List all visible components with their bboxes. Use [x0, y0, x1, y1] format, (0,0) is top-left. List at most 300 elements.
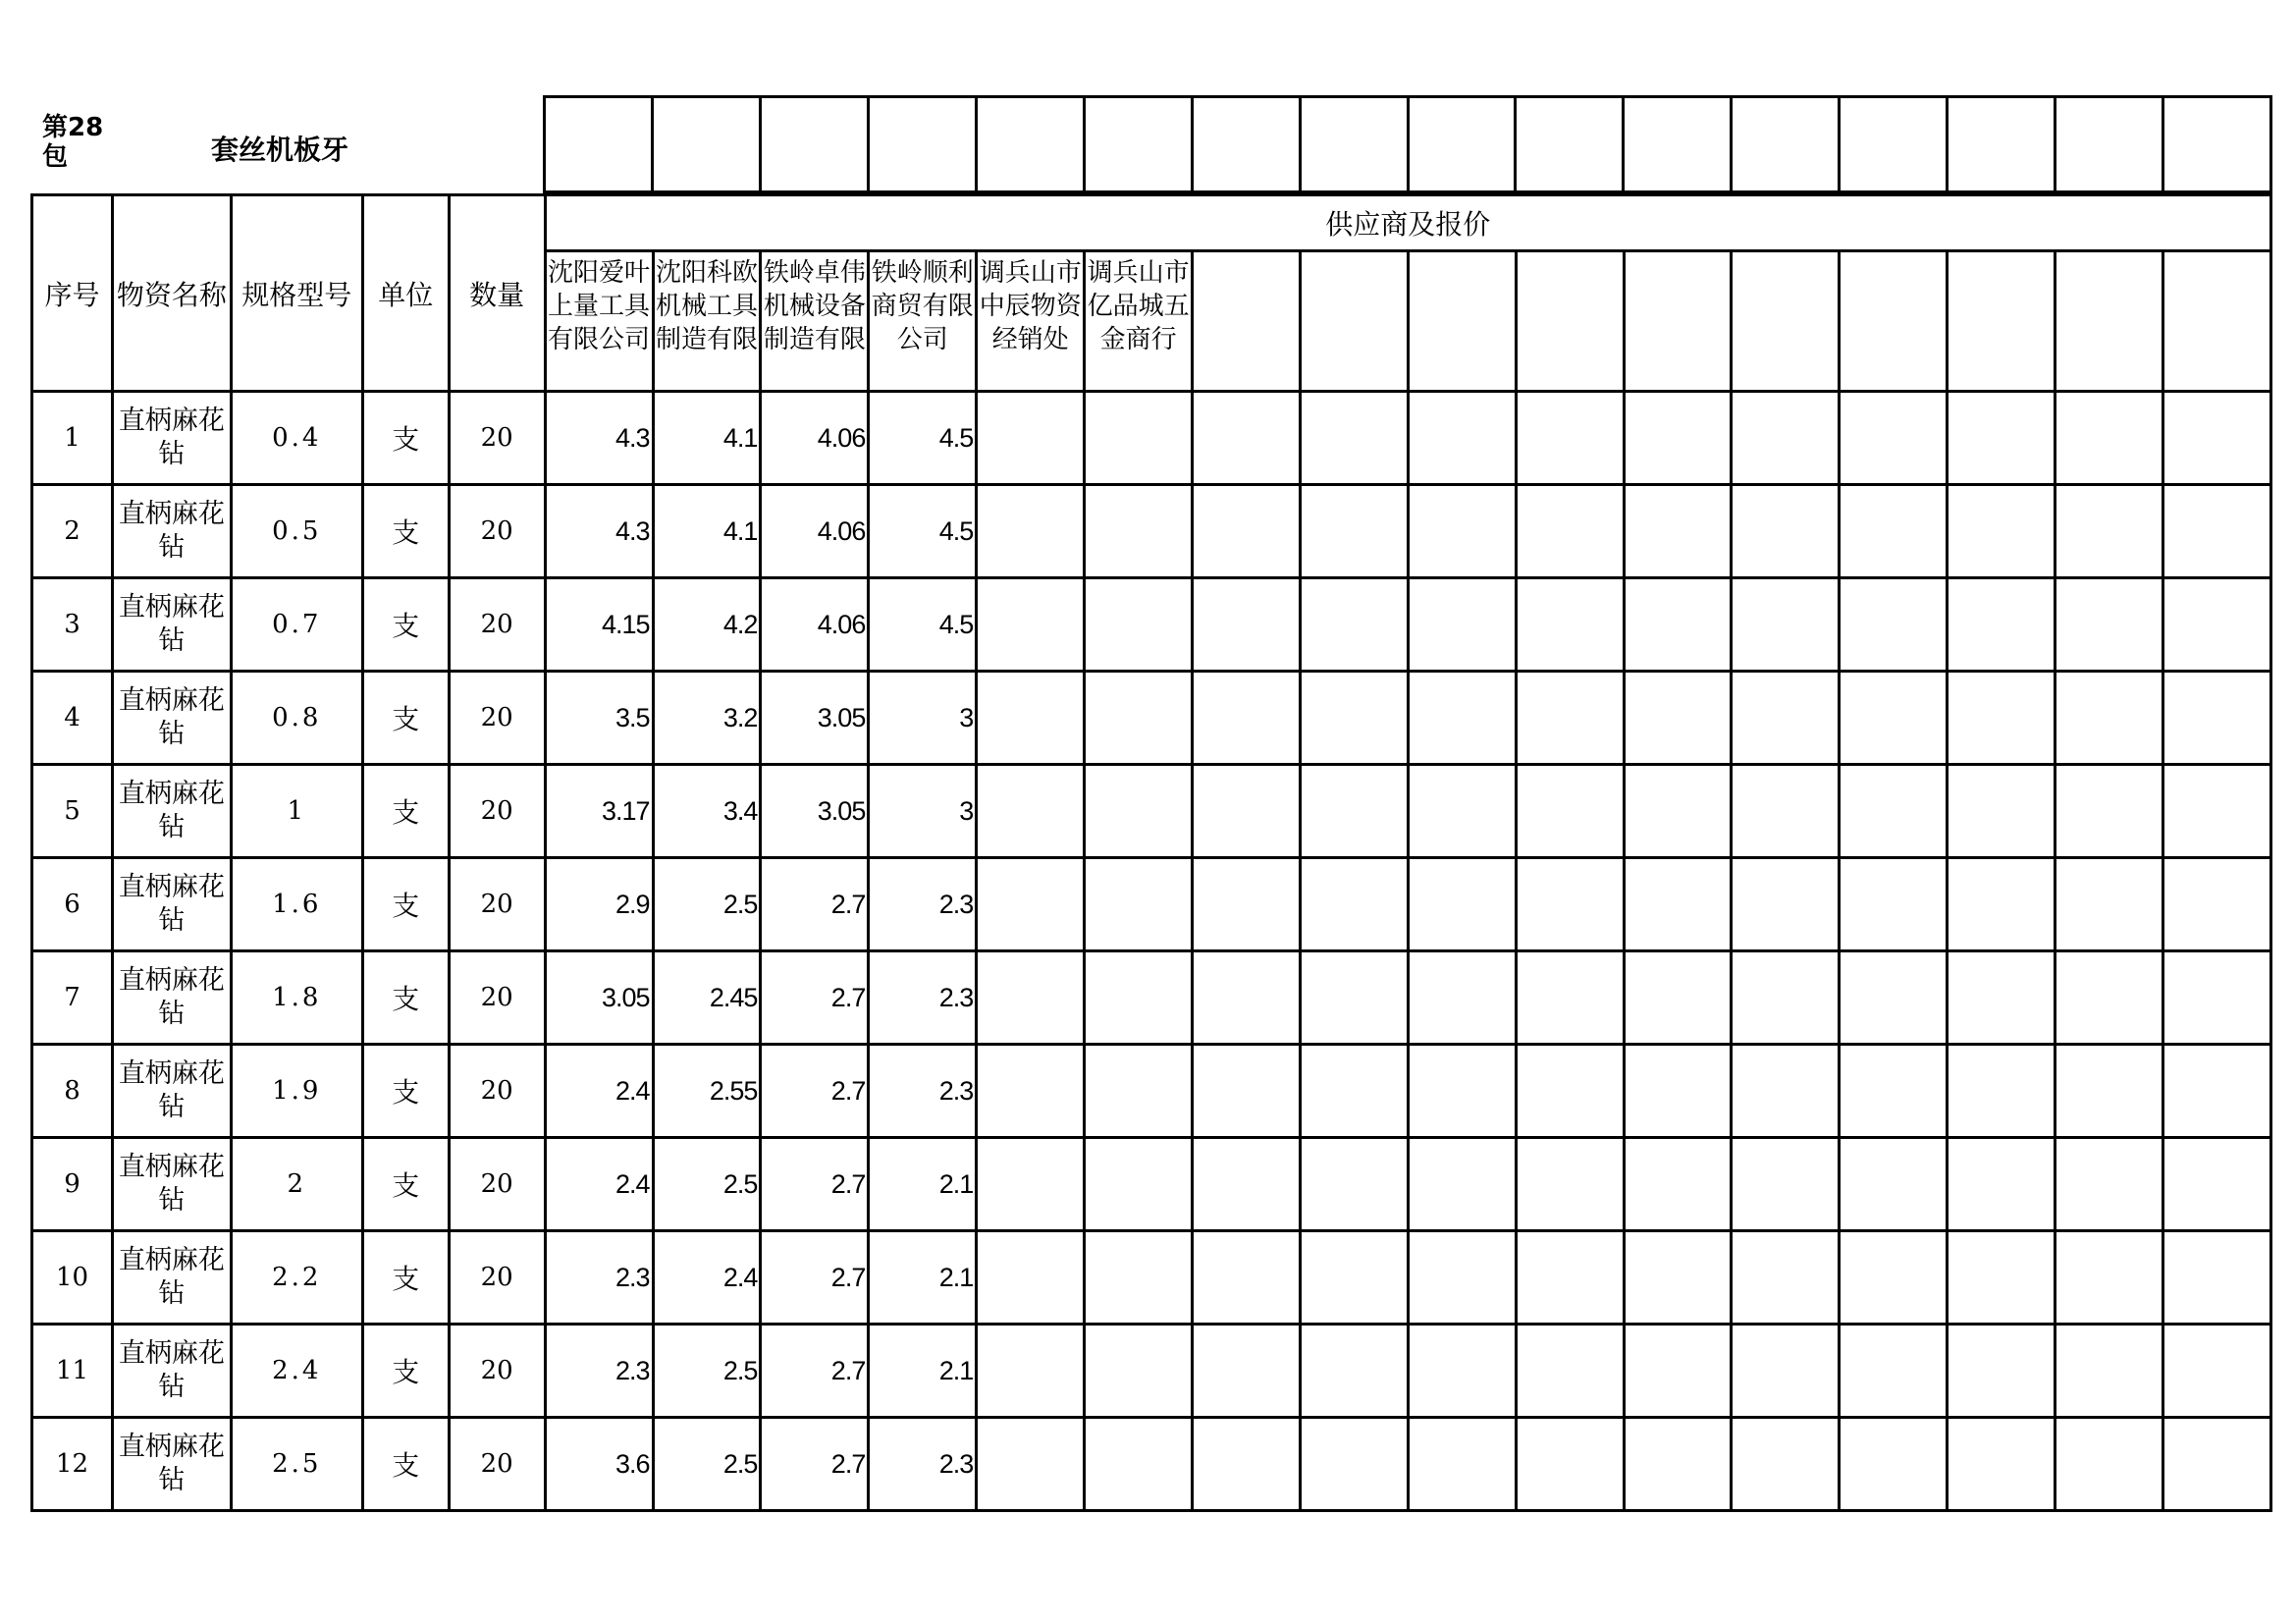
empty-price-cell [1516, 858, 1624, 951]
supplier-name-text [1302, 256, 1407, 390]
blank-header-cell [760, 97, 868, 192]
price-cell: 2.9 [545, 858, 653, 951]
empty-price-cell [1085, 951, 1193, 1045]
price-cell: 2.7 [761, 951, 869, 1045]
empty-price-cell [1948, 1325, 2056, 1418]
empty-price-cell [1948, 578, 2056, 672]
spec-value: 1.6 [231, 858, 362, 951]
supplier-name-header [1624, 251, 1732, 392]
empty-price-cell [1624, 1325, 1732, 1418]
empty-price-cell [1516, 1231, 1624, 1325]
price-cell: 2.7 [761, 1138, 869, 1231]
empty-price-cell [977, 485, 1085, 578]
empty-price-cell [1193, 672, 1301, 765]
price-cell: 3.4 [653, 765, 761, 858]
price-cell: 2.3 [545, 1231, 653, 1325]
price-cell: 3 [869, 765, 977, 858]
empty-price-cell [1193, 578, 1301, 672]
empty-price-cell [1408, 1138, 1516, 1231]
row-index: 10 [32, 1231, 113, 1325]
empty-price-cell [1300, 1138, 1408, 1231]
unit-value: 支 [362, 951, 449, 1045]
empty-price-cell [1085, 578, 1193, 672]
empty-price-cell [1085, 858, 1193, 951]
empty-price-cell [1516, 1325, 1624, 1418]
table-row [32, 485, 2271, 578]
empty-price-cell [1300, 672, 1408, 765]
empty-price-cell [1085, 1045, 1193, 1138]
row-index: 3 [32, 578, 113, 672]
material-name: 直柄麻花钻 [112, 485, 231, 578]
supplier-name-header [761, 251, 869, 392]
material-name: 直柄麻花钻 [112, 392, 231, 485]
header-unit: 单位 [362, 195, 449, 392]
empty-price-cell [1840, 765, 1948, 858]
price-cell: 2.4 [545, 1045, 653, 1138]
blank-header-cell [1948, 97, 2056, 192]
empty-price-cell [1300, 765, 1408, 858]
supplier-name-text [1949, 256, 2054, 390]
empty-price-cell [1193, 951, 1301, 1045]
empty-price-cell [1516, 392, 1624, 485]
empty-price-cell [1948, 1138, 2056, 1231]
empty-price-cell [2056, 858, 2163, 951]
quantity-value: 20 [449, 1045, 545, 1138]
empty-price-cell [1624, 1231, 1732, 1325]
price-cell: 2.7 [761, 1325, 869, 1418]
price-cell: 3.5 [545, 672, 653, 765]
supplier-name-header [545, 251, 653, 392]
supplier-name-text [1194, 256, 1299, 390]
price-cell: 4.1 [653, 485, 761, 578]
empty-price-cell [2163, 392, 2270, 485]
price-cell: 4.3 [545, 392, 653, 485]
price-cell: 2.5 [653, 1418, 761, 1511]
price-cell: 2.1 [869, 1231, 977, 1325]
row-index: 5 [32, 765, 113, 858]
row-index: 6 [32, 858, 113, 951]
supplier-name-header [1516, 251, 1624, 392]
price-cell: 3.6 [545, 1418, 653, 1511]
supplier-name-text [1626, 256, 1731, 390]
supplier-name-header [869, 251, 977, 392]
header-spec: 规格型号 [231, 195, 362, 392]
empty-price-cell [1732, 1418, 1840, 1511]
row-index: 9 [32, 1138, 113, 1231]
empty-price-cell [977, 1418, 1085, 1511]
empty-price-cell [1300, 1325, 1408, 1418]
supplier-name-text: 调兵山市亿品城五金商行 [1087, 258, 1190, 354]
material-name: 直柄麻花钻 [112, 578, 231, 672]
empty-price-cell [1732, 1231, 1840, 1325]
empty-price-cell [1624, 392, 1732, 485]
blank-header-cell [1624, 97, 1732, 192]
price-cell: 3 [869, 672, 977, 765]
empty-price-cell [1408, 672, 1516, 765]
empty-price-cell [977, 951, 1085, 1045]
empty-price-cell [1300, 951, 1408, 1045]
price-cell: 4.2 [653, 578, 761, 672]
empty-price-cell [1840, 1325, 1948, 1418]
row-index: 1 [32, 392, 113, 485]
empty-price-cell [1948, 765, 2056, 858]
spec-value: 0.5 [231, 485, 362, 578]
supplier-name-header [1732, 251, 1840, 392]
header-index: 序号 [32, 195, 113, 392]
supplier-name-text [2056, 256, 2162, 390]
empty-price-cell [1408, 951, 1516, 1045]
price-cell: 2.3 [869, 1045, 977, 1138]
material-name: 直柄麻花钻 [112, 1138, 231, 1231]
header-material: 物资名称 [112, 195, 231, 392]
supplier-name-header [1948, 251, 2056, 392]
empty-price-cell [1948, 858, 2056, 951]
empty-price-cell [2163, 858, 2270, 951]
price-cell: 3.17 [545, 765, 653, 858]
price-cell: 2.7 [761, 858, 869, 951]
supplier-name-text [2164, 256, 2269, 390]
blank-header-cell [1300, 97, 1408, 192]
empty-price-cell [2163, 1418, 2270, 1511]
empty-price-cell [977, 765, 1085, 858]
empty-price-cell [1732, 951, 1840, 1045]
price-cell: 4.5 [869, 392, 977, 485]
material-name: 直柄麻花钻 [112, 858, 231, 951]
empty-price-cell [2163, 765, 2270, 858]
table-row [32, 765, 2271, 858]
price-cell: 4.5 [869, 485, 977, 578]
blank-header-cell [1408, 97, 1516, 192]
table-row [32, 578, 2271, 672]
quantity-value: 20 [449, 765, 545, 858]
price-cell: 2.3 [869, 1418, 977, 1511]
empty-price-cell [1732, 1138, 1840, 1231]
supplier-name-text: 沈阳科欧机械工具制造有限 [655, 258, 758, 354]
empty-price-cell [1408, 1325, 1516, 1418]
empty-price-cell [2163, 951, 2270, 1045]
unit-value: 支 [362, 672, 449, 765]
blank-header-cell [652, 97, 760, 192]
row-index: 8 [32, 1045, 113, 1138]
spec-value: 2.5 [231, 1418, 362, 1511]
price-cell: 2.1 [869, 1138, 977, 1231]
empty-price-cell [1408, 485, 1516, 578]
header-quantity: 数量 [449, 195, 545, 392]
empty-price-cell [1300, 1231, 1408, 1325]
empty-price-cell [1193, 1231, 1301, 1325]
unit-value: 支 [362, 578, 449, 672]
empty-price-cell [1732, 858, 1840, 951]
unit-value: 支 [362, 765, 449, 858]
price-cell: 2.5 [653, 1325, 761, 1418]
spec-value: 1.9 [231, 1045, 362, 1138]
quantity-value: 20 [449, 1325, 545, 1418]
supplier-name-header [1193, 251, 1301, 392]
supplier-name-text: 沈阳爱叶上量工具有限公司 [548, 258, 651, 354]
empty-price-cell [1732, 672, 1840, 765]
blank-header-cell [545, 97, 653, 192]
price-cell: 4.1 [653, 392, 761, 485]
title-row [30, 95, 2272, 193]
quantity-value: 20 [449, 1138, 545, 1231]
empty-price-cell [1624, 578, 1732, 672]
empty-price-cell [977, 578, 1085, 672]
empty-price-cell [1732, 1045, 1840, 1138]
price-cell: 4.06 [761, 392, 869, 485]
empty-price-cell [1516, 672, 1624, 765]
empty-price-cell [1408, 578, 1516, 672]
price-cell: 2.7 [761, 1045, 869, 1138]
empty-price-cell [977, 1231, 1085, 1325]
quantity-value: 20 [449, 951, 545, 1045]
unit-value: 支 [362, 485, 449, 578]
table-row [32, 1045, 2271, 1138]
empty-price-cell [1516, 485, 1624, 578]
unit-value: 支 [362, 1045, 449, 1138]
empty-price-cell [1948, 672, 2056, 765]
price-cell: 2.3 [869, 951, 977, 1045]
empty-price-cell [1300, 858, 1408, 951]
price-cell: 3.05 [545, 951, 653, 1045]
empty-price-cell [1732, 578, 1840, 672]
empty-price-cell [1408, 765, 1516, 858]
price-cell: 4.3 [545, 485, 653, 578]
material-name: 直柄麻花钻 [112, 1045, 231, 1138]
empty-price-cell [1193, 1325, 1301, 1418]
price-cell: 2.4 [653, 1231, 761, 1325]
empty-price-cell [1840, 392, 1948, 485]
price-cell: 3.05 [761, 765, 869, 858]
empty-price-cell [1516, 951, 1624, 1045]
empty-price-cell [1624, 1138, 1732, 1231]
blank-header-cell [2163, 97, 2271, 192]
supplier-name-text [1841, 256, 1946, 390]
price-cell: 2.55 [653, 1045, 761, 1138]
empty-price-cell [1193, 858, 1301, 951]
empty-price-cell [1840, 672, 1948, 765]
empty-price-cell [1948, 485, 2056, 578]
quantity-value: 20 [449, 1418, 545, 1511]
material-name: 直柄麻花钻 [112, 1231, 231, 1325]
empty-price-cell [1300, 578, 1408, 672]
empty-price-cell [1085, 1418, 1193, 1511]
price-cell: 2.7 [761, 1231, 869, 1325]
price-cell: 4.06 [761, 578, 869, 672]
empty-price-cell [1948, 392, 2056, 485]
empty-price-cell [1840, 1045, 1948, 1138]
supplier-name-header [1408, 251, 1516, 392]
supplier-name-header [653, 251, 761, 392]
empty-price-cell [2163, 1045, 2270, 1138]
empty-price-cell [1624, 672, 1732, 765]
price-cell: 2.4 [545, 1138, 653, 1231]
empty-price-cell [1085, 1325, 1193, 1418]
supplier-name-text [1410, 256, 1515, 390]
blank-header-cell [2056, 97, 2163, 192]
empty-price-cell [1516, 1418, 1624, 1511]
unit-value: 支 [362, 1418, 449, 1511]
spec-value: 0.4 [231, 392, 362, 485]
row-index: 2 [32, 485, 113, 578]
empty-price-cell [2056, 1045, 2163, 1138]
unit-value: 支 [362, 1138, 449, 1231]
blank-header-cell [1840, 97, 1948, 192]
quotation-table [30, 193, 2272, 1512]
price-cell: 2.3 [869, 858, 977, 951]
blank-header-cell [1516, 97, 1624, 192]
empty-price-cell [2163, 1325, 2270, 1418]
row-index: 7 [32, 951, 113, 1045]
empty-price-cell [977, 392, 1085, 485]
empty-price-cell [1085, 1231, 1193, 1325]
table-row [32, 858, 2271, 951]
empty-price-cell [1085, 392, 1193, 485]
quantity-value: 20 [449, 858, 545, 951]
blank-supplier-header-row [543, 95, 2272, 193]
empty-price-cell [1840, 485, 1948, 578]
empty-price-cell [1624, 951, 1732, 1045]
empty-price-cell [2056, 485, 2163, 578]
spec-value: 0.8 [231, 672, 362, 765]
price-cell: 4.5 [869, 578, 977, 672]
empty-price-cell [1408, 1231, 1516, 1325]
supplier-name-text [1733, 256, 1838, 390]
supplier-name-text: 铁岭顺利商贸有限公司 [871, 258, 974, 354]
empty-price-cell [2056, 392, 2163, 485]
empty-price-cell [2163, 1231, 2270, 1325]
empty-price-cell [2056, 765, 2163, 858]
empty-price-cell [977, 672, 1085, 765]
empty-price-cell [1624, 765, 1732, 858]
quantity-value: 20 [449, 578, 545, 672]
spreadsheet-page [30, 95, 2272, 1495]
empty-price-cell [1085, 485, 1193, 578]
quantity-value: 20 [449, 672, 545, 765]
price-cell: 2.3 [545, 1325, 653, 1418]
unit-value: 支 [362, 392, 449, 485]
empty-price-cell [1193, 1138, 1301, 1231]
empty-price-cell [977, 1325, 1085, 1418]
table-row [32, 392, 2271, 485]
spec-value: 1 [231, 765, 362, 858]
empty-price-cell [2056, 578, 2163, 672]
price-cell: 3.05 [761, 672, 869, 765]
empty-price-cell [1516, 578, 1624, 672]
table-row [32, 1325, 2271, 1418]
supplier-name-header [977, 251, 1085, 392]
empty-price-cell [1840, 1418, 1948, 1511]
price-cell: 2.5 [653, 858, 761, 951]
price-cell: 3.2 [653, 672, 761, 765]
empty-price-cell [1516, 765, 1624, 858]
spec-value: 0.7 [231, 578, 362, 672]
spec-value: 2 [231, 1138, 362, 1231]
package-number: 第28包 [42, 113, 104, 172]
row-index: 11 [32, 1325, 113, 1418]
row-index: 12 [32, 1418, 113, 1511]
blank-header-cell [976, 97, 1084, 192]
empty-price-cell [1840, 858, 1948, 951]
price-cell: 4.15 [545, 578, 653, 672]
table-row [32, 1138, 2271, 1231]
empty-price-cell [1948, 1231, 2056, 1325]
empty-price-cell [1300, 1045, 1408, 1138]
spec-value: 2.2 [231, 1231, 362, 1325]
row-index: 4 [32, 672, 113, 765]
header-suppliers-group: 供应商及报价 [545, 195, 2270, 251]
supplier-name-text: 铁岭卓伟机械设备制造有限 [763, 258, 866, 354]
table-row [32, 1418, 2271, 1511]
blank-header-cell [868, 97, 976, 192]
blank-header-cell [1732, 97, 1840, 192]
empty-price-cell [1516, 1045, 1624, 1138]
empty-price-cell [1624, 1418, 1732, 1511]
empty-price-cell [1300, 1418, 1408, 1511]
empty-price-cell [1193, 1045, 1301, 1138]
spec-value: 2.4 [231, 1325, 362, 1418]
empty-price-cell [2056, 1231, 2163, 1325]
unit-value: 支 [362, 1231, 449, 1325]
empty-price-cell [1085, 1138, 1193, 1231]
blank-header-cell [1192, 97, 1300, 192]
empty-price-cell [1948, 1045, 2056, 1138]
empty-price-cell [1840, 1138, 1948, 1231]
empty-price-cell [1840, 951, 1948, 1045]
empty-price-cell [1408, 858, 1516, 951]
empty-price-cell [1193, 485, 1301, 578]
price-cell: 2.1 [869, 1325, 977, 1418]
empty-price-cell [2163, 485, 2270, 578]
empty-price-cell [1948, 1418, 2056, 1511]
empty-price-cell [1948, 951, 2056, 1045]
empty-price-cell [1408, 392, 1516, 485]
supplier-name-header [2163, 251, 2270, 392]
unit-value: 支 [362, 1325, 449, 1418]
empty-price-cell [1732, 1325, 1840, 1418]
quantity-value: 20 [449, 485, 545, 578]
package-name: 套丝机板牙 [211, 134, 349, 166]
empty-price-cell [1732, 392, 1840, 485]
empty-price-cell [977, 1045, 1085, 1138]
empty-price-cell [1516, 1138, 1624, 1231]
empty-price-cell [1408, 1045, 1516, 1138]
empty-price-cell [2056, 1325, 2163, 1418]
empty-price-cell [2163, 578, 2270, 672]
empty-price-cell [2056, 1418, 2163, 1511]
empty-price-cell [1300, 485, 1408, 578]
empty-price-cell [2056, 1138, 2163, 1231]
supplier-name-header [2056, 251, 2163, 392]
empty-price-cell [1840, 578, 1948, 672]
quantity-value: 20 [449, 1231, 545, 1325]
material-name: 直柄麻花钻 [112, 1325, 231, 1418]
supplier-name-header [1840, 251, 1948, 392]
supplier-name-header [1300, 251, 1408, 392]
empty-price-cell [1193, 1418, 1301, 1511]
material-name: 直柄麻花钻 [112, 672, 231, 765]
empty-price-cell [1840, 1231, 1948, 1325]
price-cell: 2.5 [653, 1138, 761, 1231]
empty-price-cell [1193, 765, 1301, 858]
empty-price-cell [2056, 951, 2163, 1045]
supplier-name-text [1518, 256, 1623, 390]
empty-price-cell [1085, 765, 1193, 858]
empty-price-cell [1408, 1418, 1516, 1511]
empty-price-cell [1300, 392, 1408, 485]
supplier-name-text: 调兵山市中辰物资经销处 [979, 258, 1082, 354]
empty-price-cell [977, 858, 1085, 951]
empty-price-cell [2056, 672, 2163, 765]
